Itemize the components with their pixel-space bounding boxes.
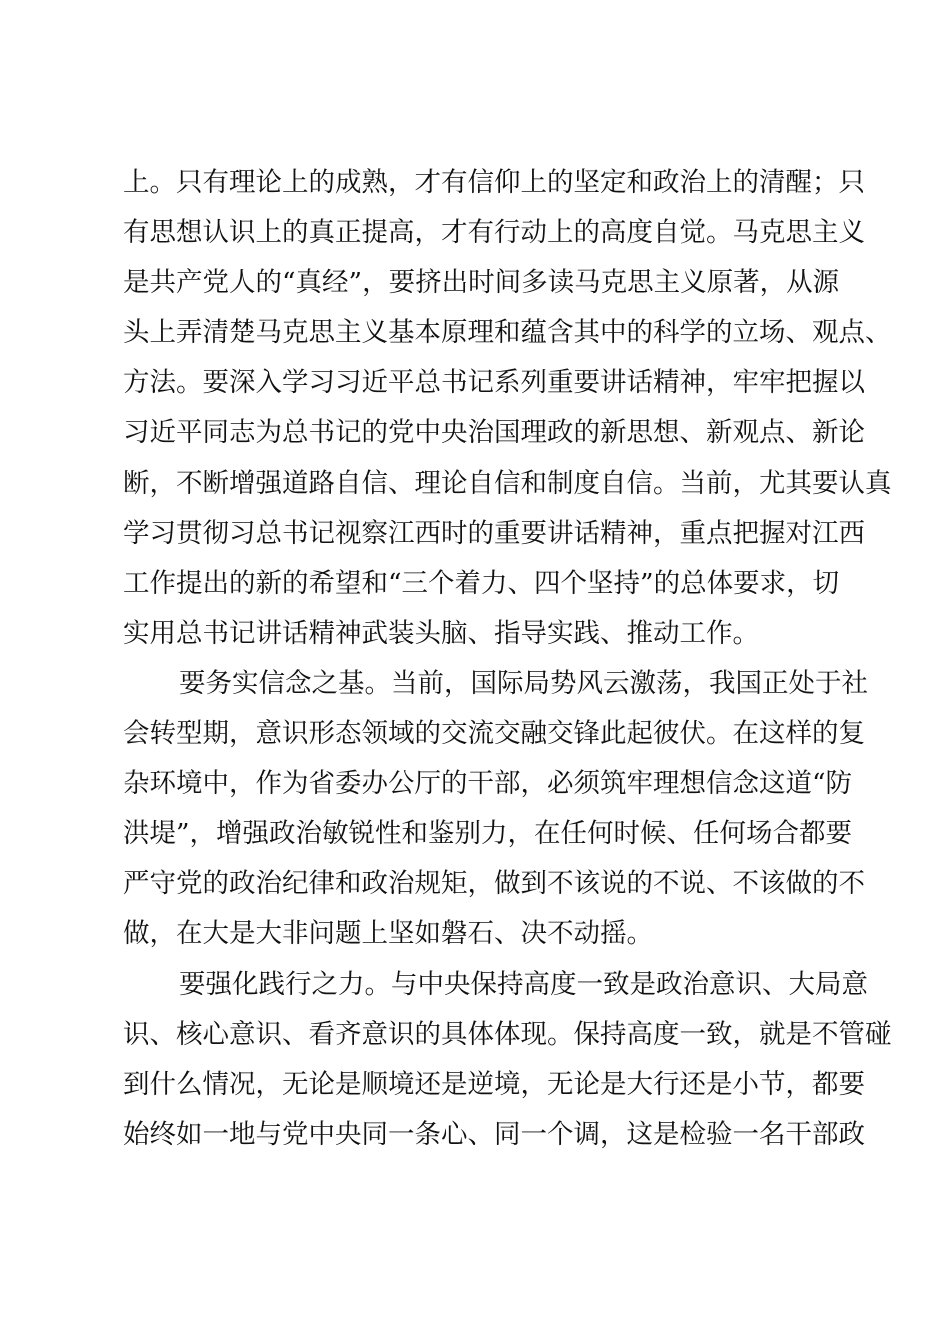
- text-line: 是共产党人的“真经”，要挤出时间多读马克思主义原著，从源: [123, 267, 840, 299]
- text-line: 方法。要深入学习习近平总书记系列重要讲话精神，牢牢把握以: [123, 367, 865, 399]
- text-line: 洪堤”，增强政治敏锐性和鉴别力，在任何时候、任何场合都要: [123, 818, 853, 850]
- text-line: 断，不断增强道路自信、理论自信和制度自信。当前，尤其要认真: [123, 467, 892, 499]
- text-line: 识、核心意识、看齐意识的具体体现。保持高度一致，就是不管碰: [123, 1018, 892, 1050]
- text-line: 要强化践行之力。与中央保持高度一致是政治意识、大局意: [179, 968, 868, 1000]
- text-line: 严守党的政治纪律和政治规矩，做到不该说的不说、不该做的不: [123, 868, 865, 900]
- text-line: 始终如一地与党中央同一条心、同一个调，这是检验一名干部政: [123, 1118, 865, 1150]
- text-line: 做，在大是大非问题上坚如磐石、决不动摇。: [123, 918, 653, 950]
- text-line: 习近平同志为总书记的党中央治国理政的新思想、新观点、新论: [123, 417, 865, 449]
- text-line: 上。只有理论上的成熟，才有信仰上的坚定和政治上的清醒；只: [123, 167, 865, 198]
- text-line: 会转型期，意识形态领域的交流交融交锋此起彼伏。在这样的复: [123, 718, 865, 750]
- text-line: 头上弄清楚马克思主义基本原理和蕴含其中的科学的立场、观点、: [123, 317, 892, 349]
- text-line: 学习贯彻习总书记视察江西时的重要讲话精神，重点把握对江西: [123, 517, 865, 549]
- text-line: 杂环境中，作为省委办公厅的干部，必须筑牢理想信念这道“防: [123, 768, 853, 800]
- text-line: 实用总书记讲话精神武装头脑、指导实践、推动工作。: [123, 617, 759, 649]
- text-line: 有思想认识上的真正提高，才有行动上的高度自觉。马克思主义: [123, 217, 865, 249]
- body-text: [123, 158, 892, 1160]
- text-line: 到什么情况，无论是顺境还是逆境，无论是大行还是小节，都要: [123, 1068, 865, 1100]
- text-line: 要务实信念之基。当前，国际局势风云激荡，我国正处于社: [179, 667, 868, 699]
- text-line: 工作提出的新的希望和“三个着力、四个坚持”的总体要求，切: [123, 567, 840, 599]
